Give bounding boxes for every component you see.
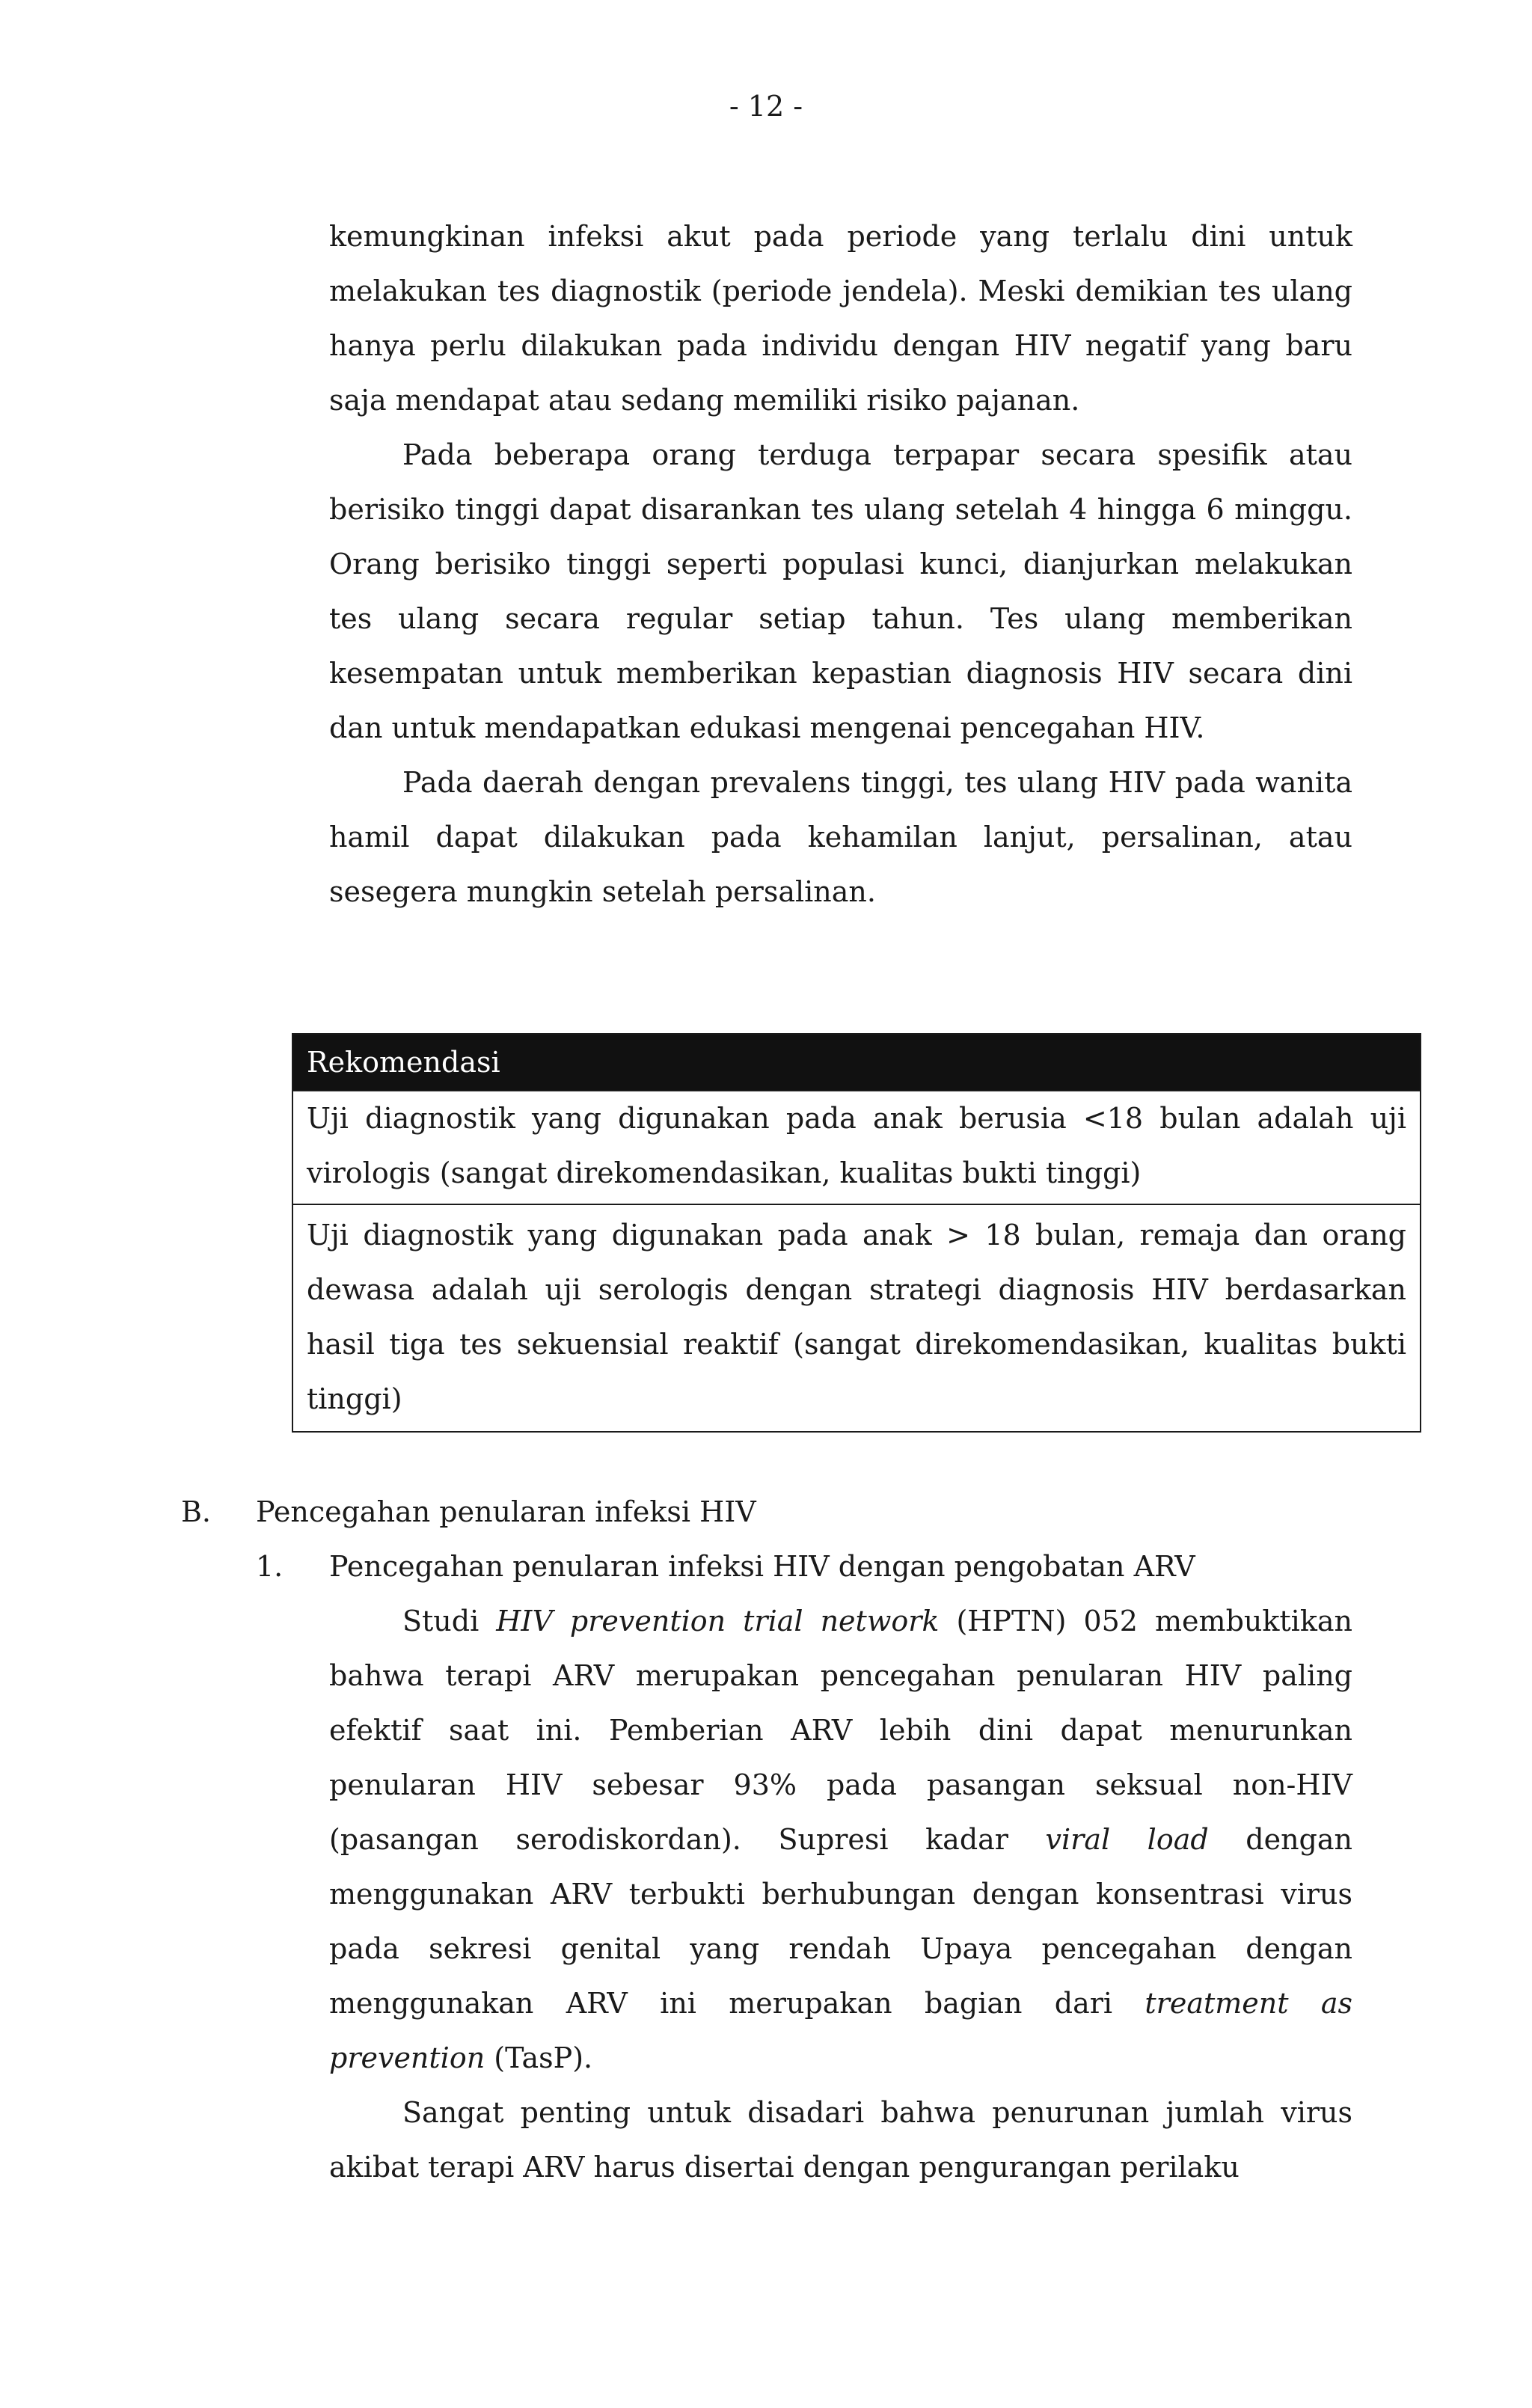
paragraph-viral-reduction: Sangat penting untuk disadari bahwa penurunan jumlah virus akibat terapi ARV harus disertai dengan pengurangan perilaku: [329, 2096, 1352, 2184]
text-run: (TasP).: [485, 2041, 593, 2074]
recommendation-row: [293, 1090, 1420, 1204]
paragraph-hptn-study: [329, 1594, 1352, 2086]
recommendation-box: [292, 1033, 1421, 1433]
text-run: (HPTN) 052 membuktikan bahwa terapi ARV merupakan pencegahan penularan HIV paling efektif saat ini. Pemberian ARV lebih dini dapat menurunkan penularan HIV sebesar 93% pada pasangan seksual non-HIV (pasangan serodiskordan). Supresi kadar: [329, 1605, 1352, 1856]
paragraph-retest: Pada beberapa orang terduga terpapar secara spesifik atau berisiko tinggi dapat disarankan tes ulang setelah 4 hingga 6 minggu. Orang berisiko tinggi seperti populasi kunci, dianjurkan melakukan tes ulang secara regular setiap tahun. Tes ulang memberikan kesempatan untuk memberikan kepastian diagnosis HIV secara dini dan untuk mendapatkan edukasi mengenai pencegahan HIV.: [329, 438, 1352, 744]
text-run: Studi: [402, 1605, 497, 1637]
text-run: dengan menggunakan ARV terbukti berhubungan dengan konsentrasi virus pada sekresi genital yang rendah Upaya pencegahan dengan menggunakan ARV ini merupakan bagian dari: [329, 1823, 1352, 2020]
section-letter: B.: [181, 1495, 212, 1528]
page-number: - 12 -: [729, 90, 803, 123]
body-text-bottom: [329, 1594, 1352, 2195]
recommendation-header: Rekomendasi: [293, 1035, 1420, 1090]
recommendation-text: Uji diagnostik yang digunakan pada anak > 18 bulan, remaja dan orang dewasa adalah uji serologis dengan strategi diagnosis HIV berdasarkan hasil tiga tes sekuensial reaktif (sangat direkomendasikan, kualitas bukti tinggi): [307, 1219, 1406, 1415]
subsection-number: 1.: [256, 1550, 284, 1583]
paragraph-continuation: kemungkinan infeksi akut pada periode yang terlalu dini untuk melakukan tes diagnostik (periode jendela). Meski demikian tes ulang hanya perlu dilakukan pada individu dengan HIV negatif yang baru saja mendapat atau sedang memiliki risiko pajanan.: [329, 220, 1352, 417]
section-title: Pencegahan penularan infeksi HIV: [256, 1495, 756, 1528]
recommendation-row: [293, 1204, 1420, 1431]
body-text-top: [329, 209, 1352, 919]
recommendation-text: Uji diagnostik yang digunakan pada anak berusia <18 bulan adalah uji virologis (sangat direkomendasikan, kualitas bukti tinggi): [307, 1102, 1406, 1189]
italic-term: viral load: [1045, 1823, 1209, 1856]
italic-term: HIV prevention trial network: [496, 1605, 940, 1637]
subsection-title: Pencegahan penularan infeksi HIV dengan pengobatan ARV: [329, 1550, 1195, 1583]
paragraph-pregnant-women: Pada daerah dengan prevalens tinggi, tes ulang HIV pada wanita hamil dapat dilakukan pada kehamilan lanjut, persalinan, atau sesegera mungkin setelah persalinan.: [329, 766, 1352, 908]
italic-term: treatment as prevention: [329, 1987, 1352, 2074]
